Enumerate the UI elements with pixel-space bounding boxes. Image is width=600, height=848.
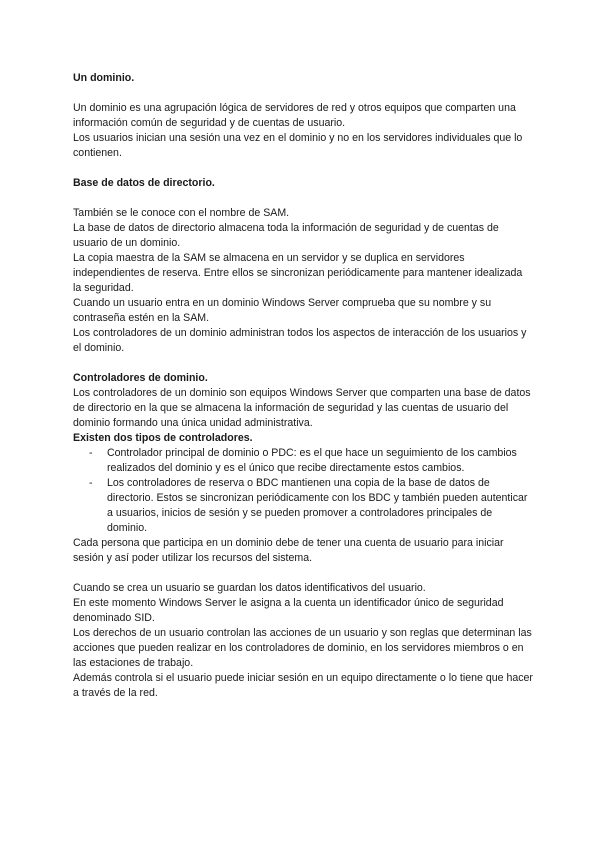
list-item-text: Controlador principal de dominio o PDC: es el que hace un seguimiento de los cambios realizados del dominio y es el único que recibe directamente estos cambios. (107, 447, 517, 474)
list-item-text: Los controladores de reserva o BDC mantienen una copia de la base de datos de directorio. Estos se sincronizan periódicamente con los BDC y también pueden autenticar a usuarios, inicios de sesión y se pueden promover a controladores principales de dominio. (107, 477, 528, 534)
heading-un-dominio: Un dominio. (73, 72, 135, 84)
paragraph: Cuando se crea un usuario se guardan los datos identificativos del usuario. (73, 582, 426, 594)
paragraph: Cada persona que participa en un dominio debe de tener una cuenta de usuario para iniciar sesión y así poder utilizar los recursos del sistema. (73, 537, 504, 564)
paragraph: Un dominio es una agrupación lógica de servidores de red y otros equipos que comparten una información común de seguridad y de cuentas de usuario. (73, 102, 516, 129)
bullet-dash: - (89, 447, 93, 459)
bullet-dash: - (89, 477, 93, 489)
paragraph: Cuando un usuario entra en un dominio Windows Server comprueba que su nombre y su contraseña estén en la SAM. (73, 297, 492, 324)
paragraph: La base de datos de directorio almacena toda la información de seguridad y de cuentas de usuario de un dominio. (73, 222, 499, 249)
list-item (73, 446, 533, 476)
paragraph: También se le conoce con el nombre de SAM. (73, 207, 290, 219)
paragraph: Los derechos de un usuario controlan las acciones de un usuario y son reglas que determinan las acciones que pueden realizar en los controladores de dominio, en los servidores miembros o en las estaciones de trabajo. (73, 627, 532, 669)
list-item (73, 476, 533, 536)
heading-tipos-controladores: Existen dos tipos de controladores. (73, 432, 253, 444)
controller-types-list (73, 446, 533, 536)
paragraph: Los controladores de un dominio son equipos Windows Server que comparten una base de datos de directorio en la que se almacena la información de seguridad y las cuentas de usuario del dominio formando una única unidad administrativa. (73, 387, 531, 429)
document-body (73, 71, 533, 701)
heading-base-de-datos: Base de datos de directorio. (73, 177, 215, 189)
paragraph: Los usuarios inician una sesión una vez en el dominio y no en los servidores individuales que lo contienen. (73, 132, 523, 159)
paragraph: Además controla si el usuario puede iniciar sesión en un equipo directamente o lo tiene que hacer a través de la red. (73, 672, 533, 699)
paragraph: En este momento Windows Server le asigna a la cuenta un identificador único de seguridad denominado SID. (73, 597, 504, 624)
heading-controladores: Controladores de dominio. (73, 372, 208, 384)
paragraph: La copia maestra de la SAM se almacena en un servidor y se duplica en servidores independientes de reserva. Entre ellos se sincronizan periódicamente para mantener idealizada la seguridad. (73, 252, 523, 294)
paragraph: Los controladores de un dominio administran todos los aspectos de interacción de los usuarios y el dominio. (73, 327, 527, 354)
